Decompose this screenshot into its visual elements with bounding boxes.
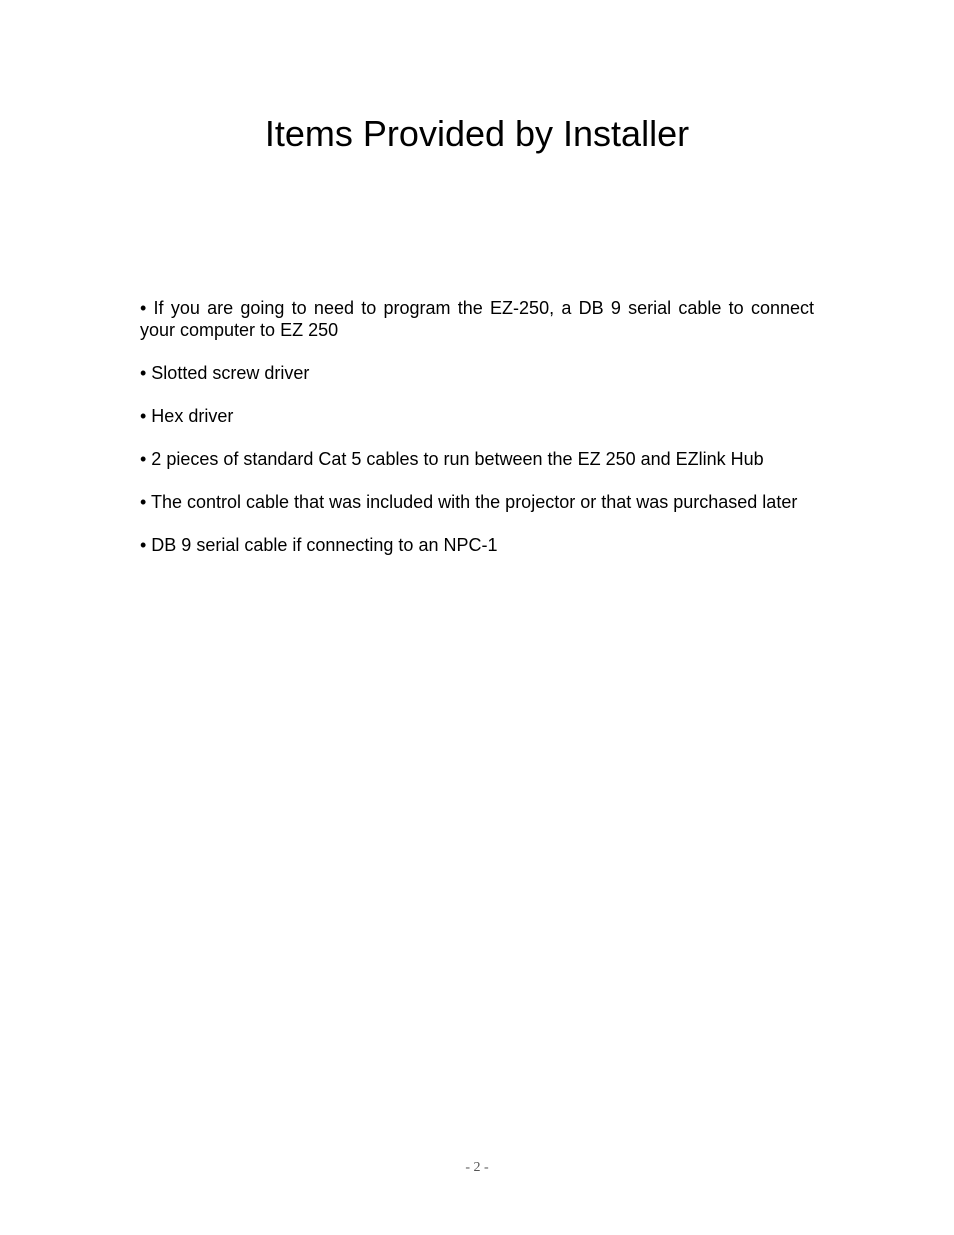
list-item: • 2 pieces of standard Cat 5 cables to run between the EZ 250 and EZlink Hub bbox=[140, 449, 764, 469]
list-item: • If you are going to need to program the EZ-250, a DB 9 serial cable to connect your computer to EZ 250 bbox=[140, 298, 814, 340]
page-title: Items Provided by Installer bbox=[264, 113, 690, 154]
list-item: • Hex driver bbox=[140, 406, 234, 426]
items-list bbox=[140, 297, 814, 577]
page-number: - 2 - bbox=[465, 1160, 489, 1175]
list-item: • Slotted screw driver bbox=[140, 363, 310, 383]
list-item: • The control cable that was included with the projector or that was purchased later bbox=[140, 492, 798, 512]
list-item: • DB 9 serial cable if connecting to an NPC-1 bbox=[140, 535, 498, 555]
